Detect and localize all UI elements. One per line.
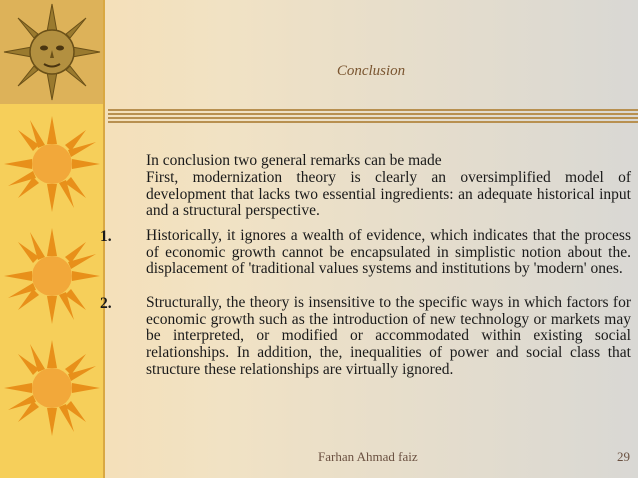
footer-author: Farhan Ahmad faiz [318, 449, 418, 464]
slide-title: Conclusion [336, 63, 406, 79]
list-number: 1. [100, 228, 112, 245]
paragraph-historically: Historically, it ignores a wealth of evidence, which indicates that the process of economic growth cannot be encapsulated in simplistic notion about the. displacement of 'traditional values systems and institutions by 'modern' ones. [146, 227, 631, 278]
paragraph-intro: In conclusion two general remarks can be made [146, 152, 442, 169]
page-number: 29 [617, 449, 630, 464]
paragraph-first: First, modernization theory is clearly an oversimplified model of development that lacks two essential ingredients: an adequate historical input and a structural perspective. [146, 169, 631, 220]
paragraph-structurally: Structurally, the theory is insensitive to the specific ways in which factors for economic growth such as the introduction of new technology or markets may be interpreted, or modified or accommodated within existing social relationships. In addition, the, inequalities of power and social class that structure these relationships are virtually ignored. [146, 294, 631, 378]
sun-icon [0, 336, 104, 440]
sun-face-icon [2, 2, 102, 102]
list-number: 2. [100, 295, 112, 312]
sun-icon [0, 112, 104, 216]
sun-icon [0, 224, 104, 328]
